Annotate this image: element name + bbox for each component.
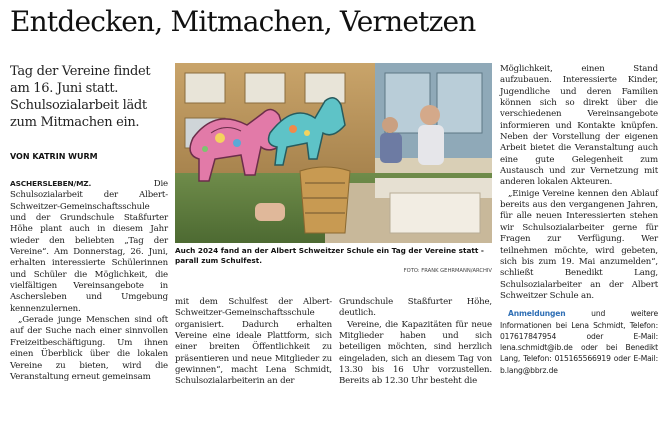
- paragraph: [10, 178, 168, 315]
- article-column-4: [500, 64, 658, 376]
- article-column-3: [339, 297, 492, 388]
- paragraph: Grundschule Staßfurter Höhe, deutlich.: [339, 297, 492, 319]
- paragraph: Vereine, die Kapazitäten für neue Mitglieder haben und sich beteiligen möchten, sind herzlich eingeladen, sich an diesem Tag von 13.30 bis 16 Uhr vorzustellen. Bereits ab 12.30 Uhr besteht die: [339, 319, 492, 387]
- headline: Entdecken, Mitmachen, Vernetzen: [10, 5, 476, 38]
- paragraph: „Einige Vereine kennen den Ablauf bereits aus den vergangenen Jahren, für alle neuen Interessierten stehen wir Schulsozialarbeiter gerne für Fragen zur Verfügung. Wer teilnehmen möchte, wird gebeten, sich bis zum 19. Mai anzumelden“, schließt Benedikt Lang, Schulsozialarbeiter an der Albert Schweitzer Schule an.: [500, 188, 658, 301]
- paragraph-text: Die Schulsozialarbeit der Albert-Schweitzer-Gemeinschaftsschule und der Grundschule Staßfurter Höhe plant auch in diesem Jahr wieder den beliebten „Tag der Vereine“. Am Donnerstag, 26. Juni, erhalten interessierte Schülerinnen und Schüler die Möglichkeit, die vielfältigen Vereinsangebote in Aschersleben und Umgebung kennenzulernen.: [10, 179, 168, 314]
- paragraph: mit dem Schulfest der Albert-Schweitzer-Gemeinschaftsschule organisiert. Dadurch erhalten Vereine eine ideale Plattform, sich einer breiten Öffentlichkeit zu präsentieren und neue Mitglieder zu gewinnen“, macht Lena Schmidt, Schulsozialarbeiterin an der: [175, 297, 332, 387]
- paragraph: „Gerade junge Menschen sind oft auf der Suche nach einer sinnvollen Freizeitbeschäftigung. Um ihnen einen Überblick über die lokalen Vereine zu bieten, wird die Veranstaltung erneut gemeinsam: [10, 315, 168, 382]
- photo-credit: FOTO: FRANK GEHRMANN/ARCHIV: [403, 268, 492, 274]
- paragraph: Möglichkeit, einen Stand aufzubauen. Interessierte Kinder, Jugendliche und deren Familien können sich so direkt über die verschiedenen Vereinsangebote informieren und Kontakte knüpfen. Neben der Vorstellung der eigenen Arbeit bietet die Veranstaltung auch eine gute Gelegenheit zum Austausch und zur Vernetzung mit anderen lokalen Akteuren.: [500, 64, 658, 188]
- article-photo: [175, 63, 492, 243]
- article-column-2: [175, 297, 332, 388]
- dateline: ASCHERSLEBEN/MZ.: [10, 179, 92, 188]
- contact-text: und weitere Informationen bei Lena Schmidt, Telefon: 017617847954 oder E-Mail: lena.schmidt@ib.de oder bei Benedikt Lang, Telefon: 015165566919 oder E-Mail: b.lang@bbrz.de: [500, 309, 658, 375]
- contact-label: Anmeldungen: [508, 309, 566, 319]
- photo-caption: Auch 2024 fand an der Albert Schweitzer Schule ein Tag der Vereine statt - parall zum Schulfest.: [175, 246, 484, 265]
- teaser: Tag der Vereine findet am 16. Juni statt. Schulsozialarbeit lädt zum Mitmachen ein.: [10, 64, 151, 130]
- article-column-1: [10, 178, 168, 383]
- photo-illustration: [175, 63, 492, 243]
- contact-info: [500, 308, 658, 376]
- byline: VON KATRIN WURM: [10, 152, 98, 161]
